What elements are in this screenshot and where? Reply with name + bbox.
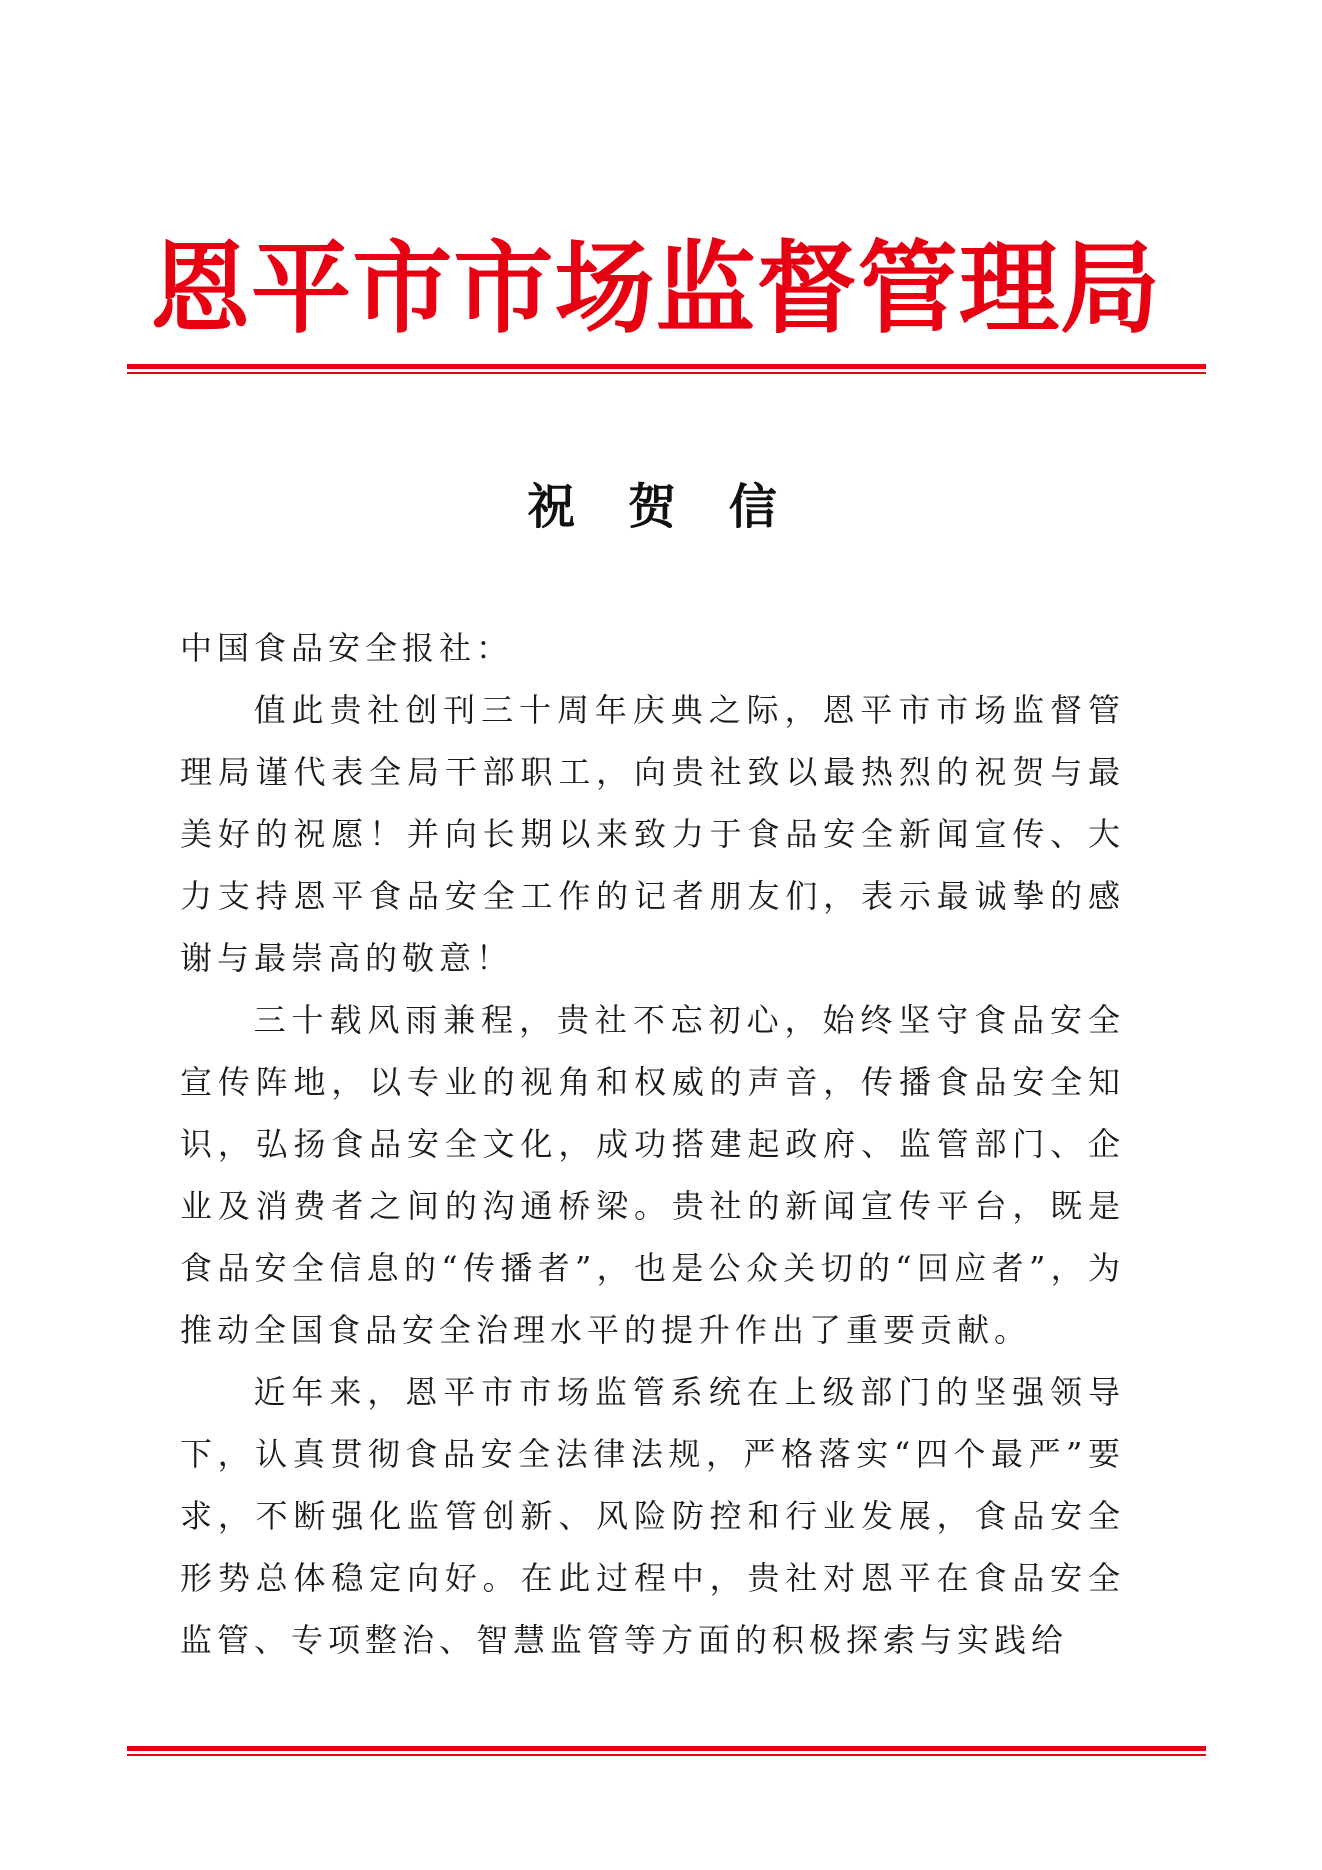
letterhead-char: 管 [857,229,958,347]
document-title: 祝 贺 信 [527,479,795,535]
letterhead-char: 平 [251,229,352,347]
letterhead-char: 场 [554,229,655,347]
letterhead-char: 监 [655,229,756,347]
footer-divider [127,1746,1206,1756]
paragraph: 值此贵社创刊三十周年庆典之际，恩平市市场监督管理局谨代表全局干部职工，向贵社致以最热烈的祝贺与最美好的祝愿！并向长期以来致力于食品安全新闻宣传、大力支持恩平食品安全工作的记者朋友们，表示最诚挚的感谢与最崇高的敬意！ [180,691,1125,977]
letterhead-char: 理 [958,229,1059,347]
divider-thin-line [127,372,1206,374]
letter-body [180,617,1125,1671]
paragraph: 近年来，恩平市市场监管系统在上级部门的坚强领导下，认真贯彻食品安全法律法规，严格落实“四个最严”要求，不断强化监管创新、风险防控和行业发展，食品安全形势总体稳定向好。在此过程中，贵社对恩平在食品安全监管、专项整治、智慧监管等方面的积极探索与实践给 [180,1373,1125,1659]
letterhead-char: 市 [352,229,453,347]
salutation: 中国食品安全报社： [180,629,514,667]
letterhead-char: 市 [453,229,554,347]
letterhead-char: 督 [756,229,857,347]
divider-thin-line [127,1754,1206,1756]
letterhead-title [150,228,1160,348]
letterhead-divider [127,364,1206,374]
letterhead-char: 局 [1059,229,1160,347]
paragraph: 三十载风雨兼程，贵社不忘初心，始终坚守食品安全宣传阵地，以专业的视角和权威的声音，传播食品安全知识，弘扬食品安全文化，成功搭建起政府、监管部门、企业及消费者之间的沟通桥梁。贵社的新闻宣传平台，既是食品安全信息的“传播者”，也是公众关切的“回应者”，为推动全国食品安全治理水平的提升作出了重要贡献。 [180,1001,1125,1349]
letterhead-char: 恩 [150,229,250,347]
